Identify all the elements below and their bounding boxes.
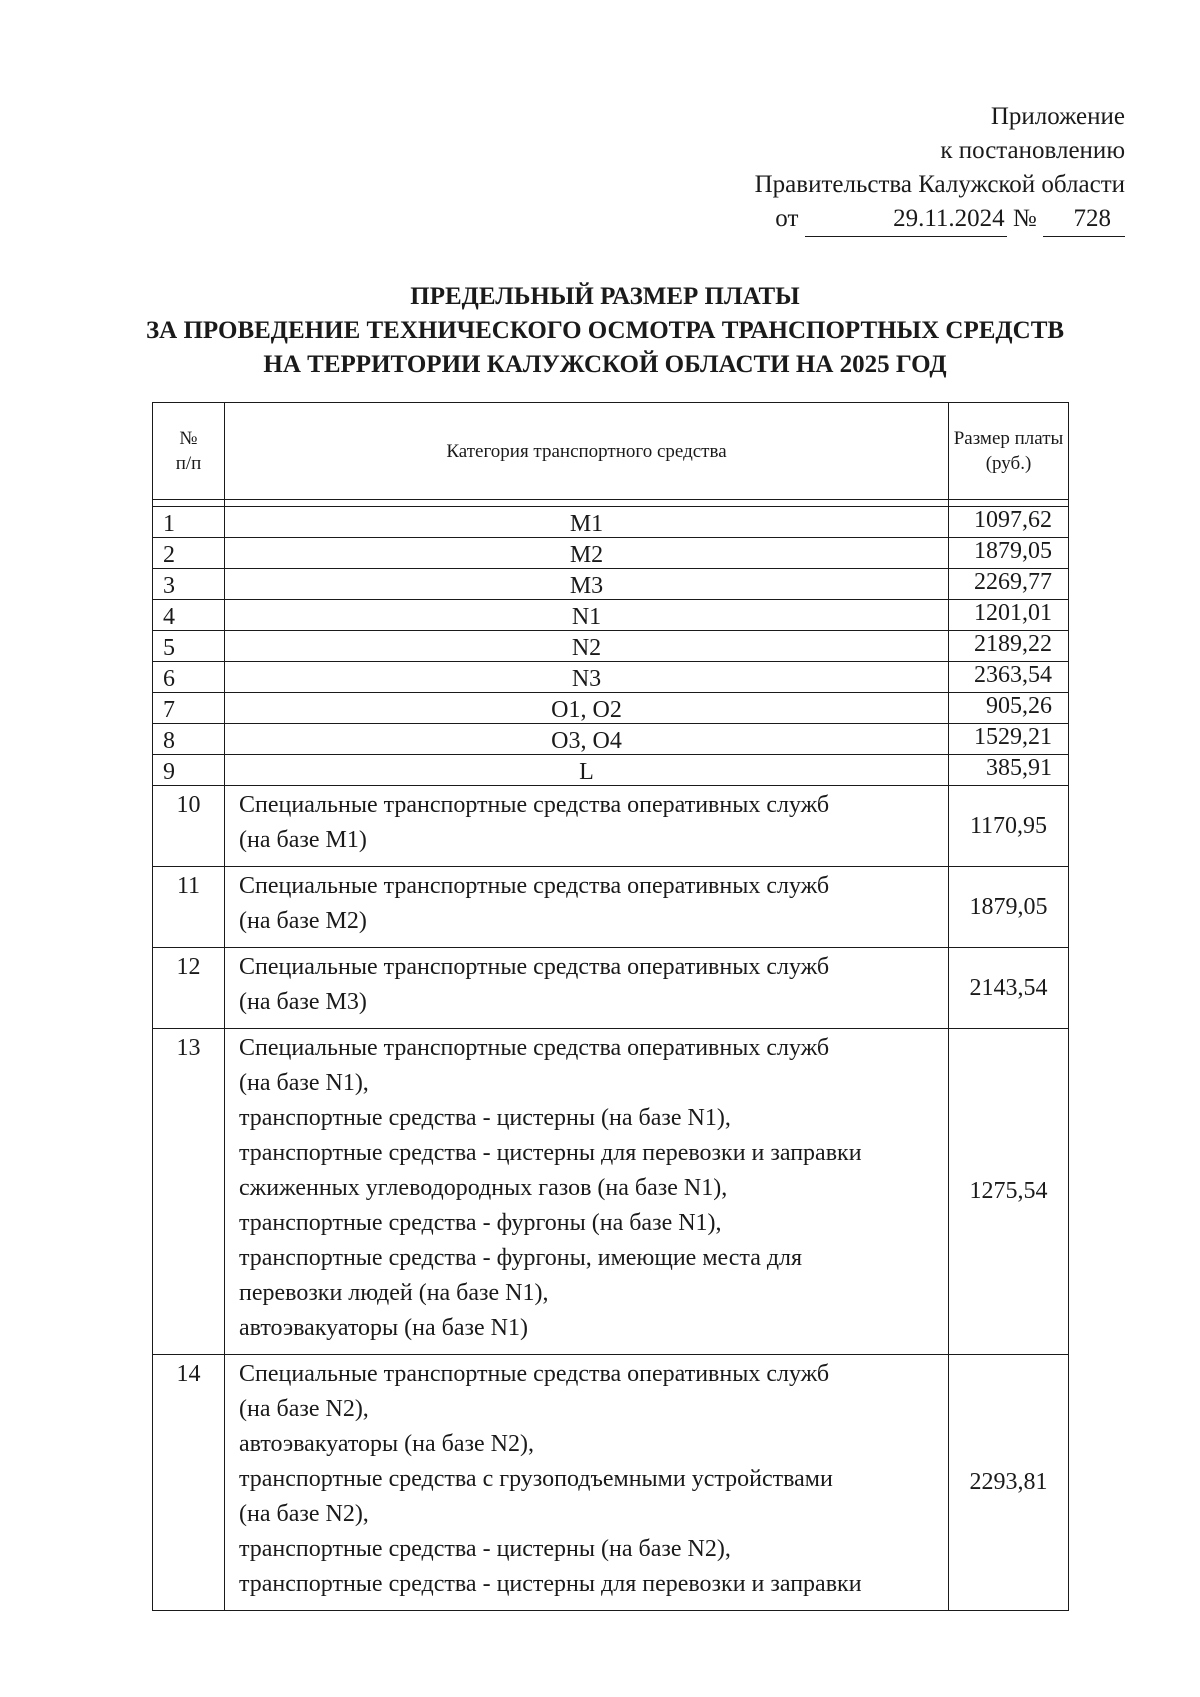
table-row: [153, 755, 1069, 786]
category-line: Специальные транспортные средства оперативных служб: [239, 954, 830, 980]
row-category: N1: [225, 600, 949, 631]
row-number: 10: [153, 786, 225, 867]
row-fee: 1879,05: [949, 867, 1069, 948]
category-line: автоэвакуаторы (на базе N1): [239, 1315, 528, 1341]
table-row: [153, 538, 1069, 569]
table-row: [153, 1355, 1069, 1611]
category-line: Специальные транспортные средства оперативных служб: [239, 1361, 830, 1387]
title-line-1: ПРЕДЕЛЬНЫЙ РАЗМЕР ПЛАТЫ: [410, 283, 800, 310]
category-line: (на базе M2): [239, 908, 367, 934]
title-line-2: ЗА ПРОВЕДЕНИЕ ТЕХНИЧЕСКОГО ОСМОТРА ТРАНСПОРТНЫХ СРЕДСТВ: [145, 317, 1065, 344]
category-line: Специальные транспортные средства оперативных служб: [239, 873, 830, 899]
category-line: автоэвакуаторы (на базе N2),: [239, 1431, 534, 1457]
category-line: транспортные средства - цистерны (на базе N1),: [239, 1105, 731, 1131]
header-num-line-2: п/п: [175, 453, 202, 474]
table-row: [153, 507, 1069, 538]
category-line: транспортные средства - фургоны (на базе N1),: [239, 1210, 722, 1236]
row-fee: 1170,95: [949, 786, 1069, 867]
row-number: 4: [153, 600, 225, 631]
row-category: [225, 867, 949, 948]
appendix-line-3: Правительства Калужской области: [754, 171, 1125, 198]
row-number: 5: [153, 631, 225, 662]
appendix-date-line: [755, 202, 1125, 237]
resolution-date: 29.11.2024: [805, 202, 1007, 237]
category-line: сжиженных углеводородных газов (на базе N1),: [239, 1175, 728, 1201]
row-fee: 905,26: [949, 693, 1069, 724]
row-category: M3: [225, 569, 949, 600]
row-category: [225, 948, 949, 1029]
row-fee: 2293,81: [949, 1355, 1069, 1611]
table-row: [153, 569, 1069, 600]
header-spacer: [153, 500, 1069, 507]
table-row: [153, 867, 1069, 948]
category-line: (на базе N2),: [239, 1501, 369, 1527]
appendix-line-1: Приложение: [990, 103, 1125, 130]
table-row: [153, 786, 1069, 867]
appendix-block: [755, 100, 1125, 237]
row-number: 12: [153, 948, 225, 1029]
table-header-row: [153, 403, 1069, 500]
header-category: Категория транспортного средства: [225, 403, 949, 500]
row-fee: 1097,62: [949, 507, 1069, 538]
row-category: [225, 1029, 949, 1355]
header-fee: [949, 403, 1069, 500]
row-fee: 1879,05: [949, 538, 1069, 569]
row-number: 11: [153, 867, 225, 948]
row-number: 8: [153, 724, 225, 755]
row-fee: 2269,77: [949, 569, 1069, 600]
row-fee: 385,91: [949, 755, 1069, 786]
number-prefix: №: [1012, 205, 1037, 232]
row-number: 6: [153, 662, 225, 693]
header-fee-line-1: Размер платы: [953, 428, 1064, 449]
row-category: M1: [225, 507, 949, 538]
row-fee: 2143,54: [949, 948, 1069, 1029]
row-category: [225, 786, 949, 867]
category-line: Специальные транспортные средства оперативных служб: [239, 1035, 830, 1061]
header-num-line-1: №: [179, 428, 198, 449]
row-category: N2: [225, 631, 949, 662]
date-prefix: от: [775, 205, 799, 232]
table-row: [153, 662, 1069, 693]
row-fee: 2363,54: [949, 662, 1069, 693]
header-num: [153, 403, 225, 500]
table-row: [153, 693, 1069, 724]
table-row: [153, 1029, 1069, 1355]
row-category: M2: [225, 538, 949, 569]
resolution-number: 728: [1043, 202, 1125, 237]
fee-table: [152, 402, 1069, 1611]
category-line: (на базе N2),: [239, 1396, 369, 1422]
table-row: [153, 724, 1069, 755]
row-number: 1: [153, 507, 225, 538]
category-line: (на базе M1): [239, 827, 367, 853]
row-number: 14: [153, 1355, 225, 1611]
row-number: 7: [153, 693, 225, 724]
row-number: 13: [153, 1029, 225, 1355]
row-category: L: [225, 755, 949, 786]
appendix-line-2: к постановлению: [940, 137, 1125, 164]
category-line: (на базе N1),: [239, 1070, 369, 1096]
row-number: 9: [153, 755, 225, 786]
table-row: [153, 600, 1069, 631]
table-row: [153, 631, 1069, 662]
category-line: (на базе M3): [239, 989, 367, 1015]
category-line: транспортные средства - фургоны, имеющие места для: [239, 1245, 803, 1271]
row-fee: 1275,54: [949, 1029, 1069, 1355]
row-category: [225, 1355, 949, 1611]
category-line: транспортные средства - цистерны (на базе N2),: [239, 1536, 731, 1562]
row-fee: 1201,01: [949, 600, 1069, 631]
table-row: [153, 948, 1069, 1029]
category-line: транспортные средства с грузоподъемными устройствами: [239, 1466, 833, 1492]
row-number: 2: [153, 538, 225, 569]
row-fee: 1529,21: [949, 724, 1069, 755]
row-category: O1, O2: [225, 693, 949, 724]
title-line-3: НА ТЕРРИТОРИИ КАЛУЖСКОЙ ОБЛАСТИ НА 2025 ГОД: [263, 351, 947, 378]
document-title: [120, 280, 1090, 382]
category-line: транспортные средства - цистерны для перевозки и заправки: [239, 1140, 862, 1166]
row-fee: 2189,22: [949, 631, 1069, 662]
row-number: 3: [153, 569, 225, 600]
header-fee-line-2: (руб.): [985, 453, 1032, 474]
category-line: транспортные средства - цистерны для перевозки и заправки: [239, 1571, 862, 1597]
category-line: перевозки людей (на базе N1),: [239, 1280, 549, 1306]
row-category: N3: [225, 662, 949, 693]
category-line: Специальные транспортные средства оперативных служб: [239, 792, 830, 818]
row-category: O3, O4: [225, 724, 949, 755]
